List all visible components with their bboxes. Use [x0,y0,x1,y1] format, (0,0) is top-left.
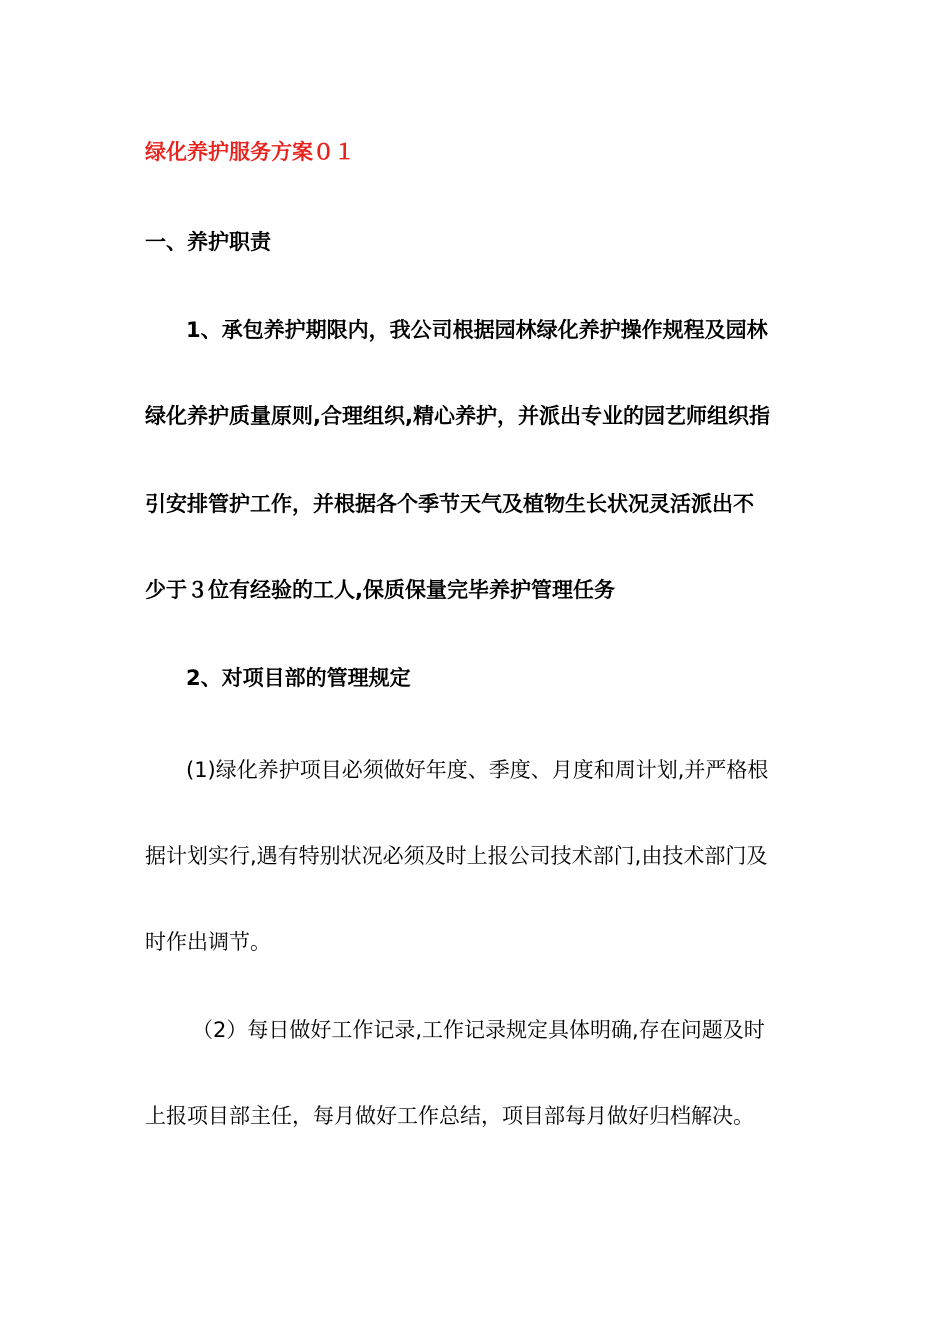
paragraph-line: (1)绿化养护项目必须做好年度、季度、月度和周计划,并严格根 [186,758,769,782]
paragraph-line: （2）每日做好工作记录,工作记录规定具体明确,存在问题及时 [192,1018,765,1042]
paragraph-line: 1、承包养护期限内，我公司根据园林绿化养护操作规程及园林 [186,318,768,342]
section-heading-responsibilities: 一、养护职责 [145,230,271,254]
paragraph-line: 时作出调节。 [145,930,271,954]
paragraph-line: 据计划实行,遇有特别状况必须及时上报公司技术部门,由技术部门及 [145,844,768,868]
paragraph-line: 上报项目部主任，每月做好工作总结，项目部每月做好归档解决。 [145,1104,754,1128]
paragraph-line: 绿化养护质量原则,合理组织,精心养护，并派出专业的园艺师组织指 [145,404,770,428]
paragraph-line: 少于３位有经验的工人,保质保量完毕养护管理任务 [145,578,615,602]
subsection-heading-management: 2、对项目部的管理规定 [186,666,411,690]
paragraph-line: 引安排管护工作，并根据各个季节天气及植物生长状况灵活派出不 [145,492,754,516]
document-title: 绿化养护服务方案０１ [145,140,355,164]
